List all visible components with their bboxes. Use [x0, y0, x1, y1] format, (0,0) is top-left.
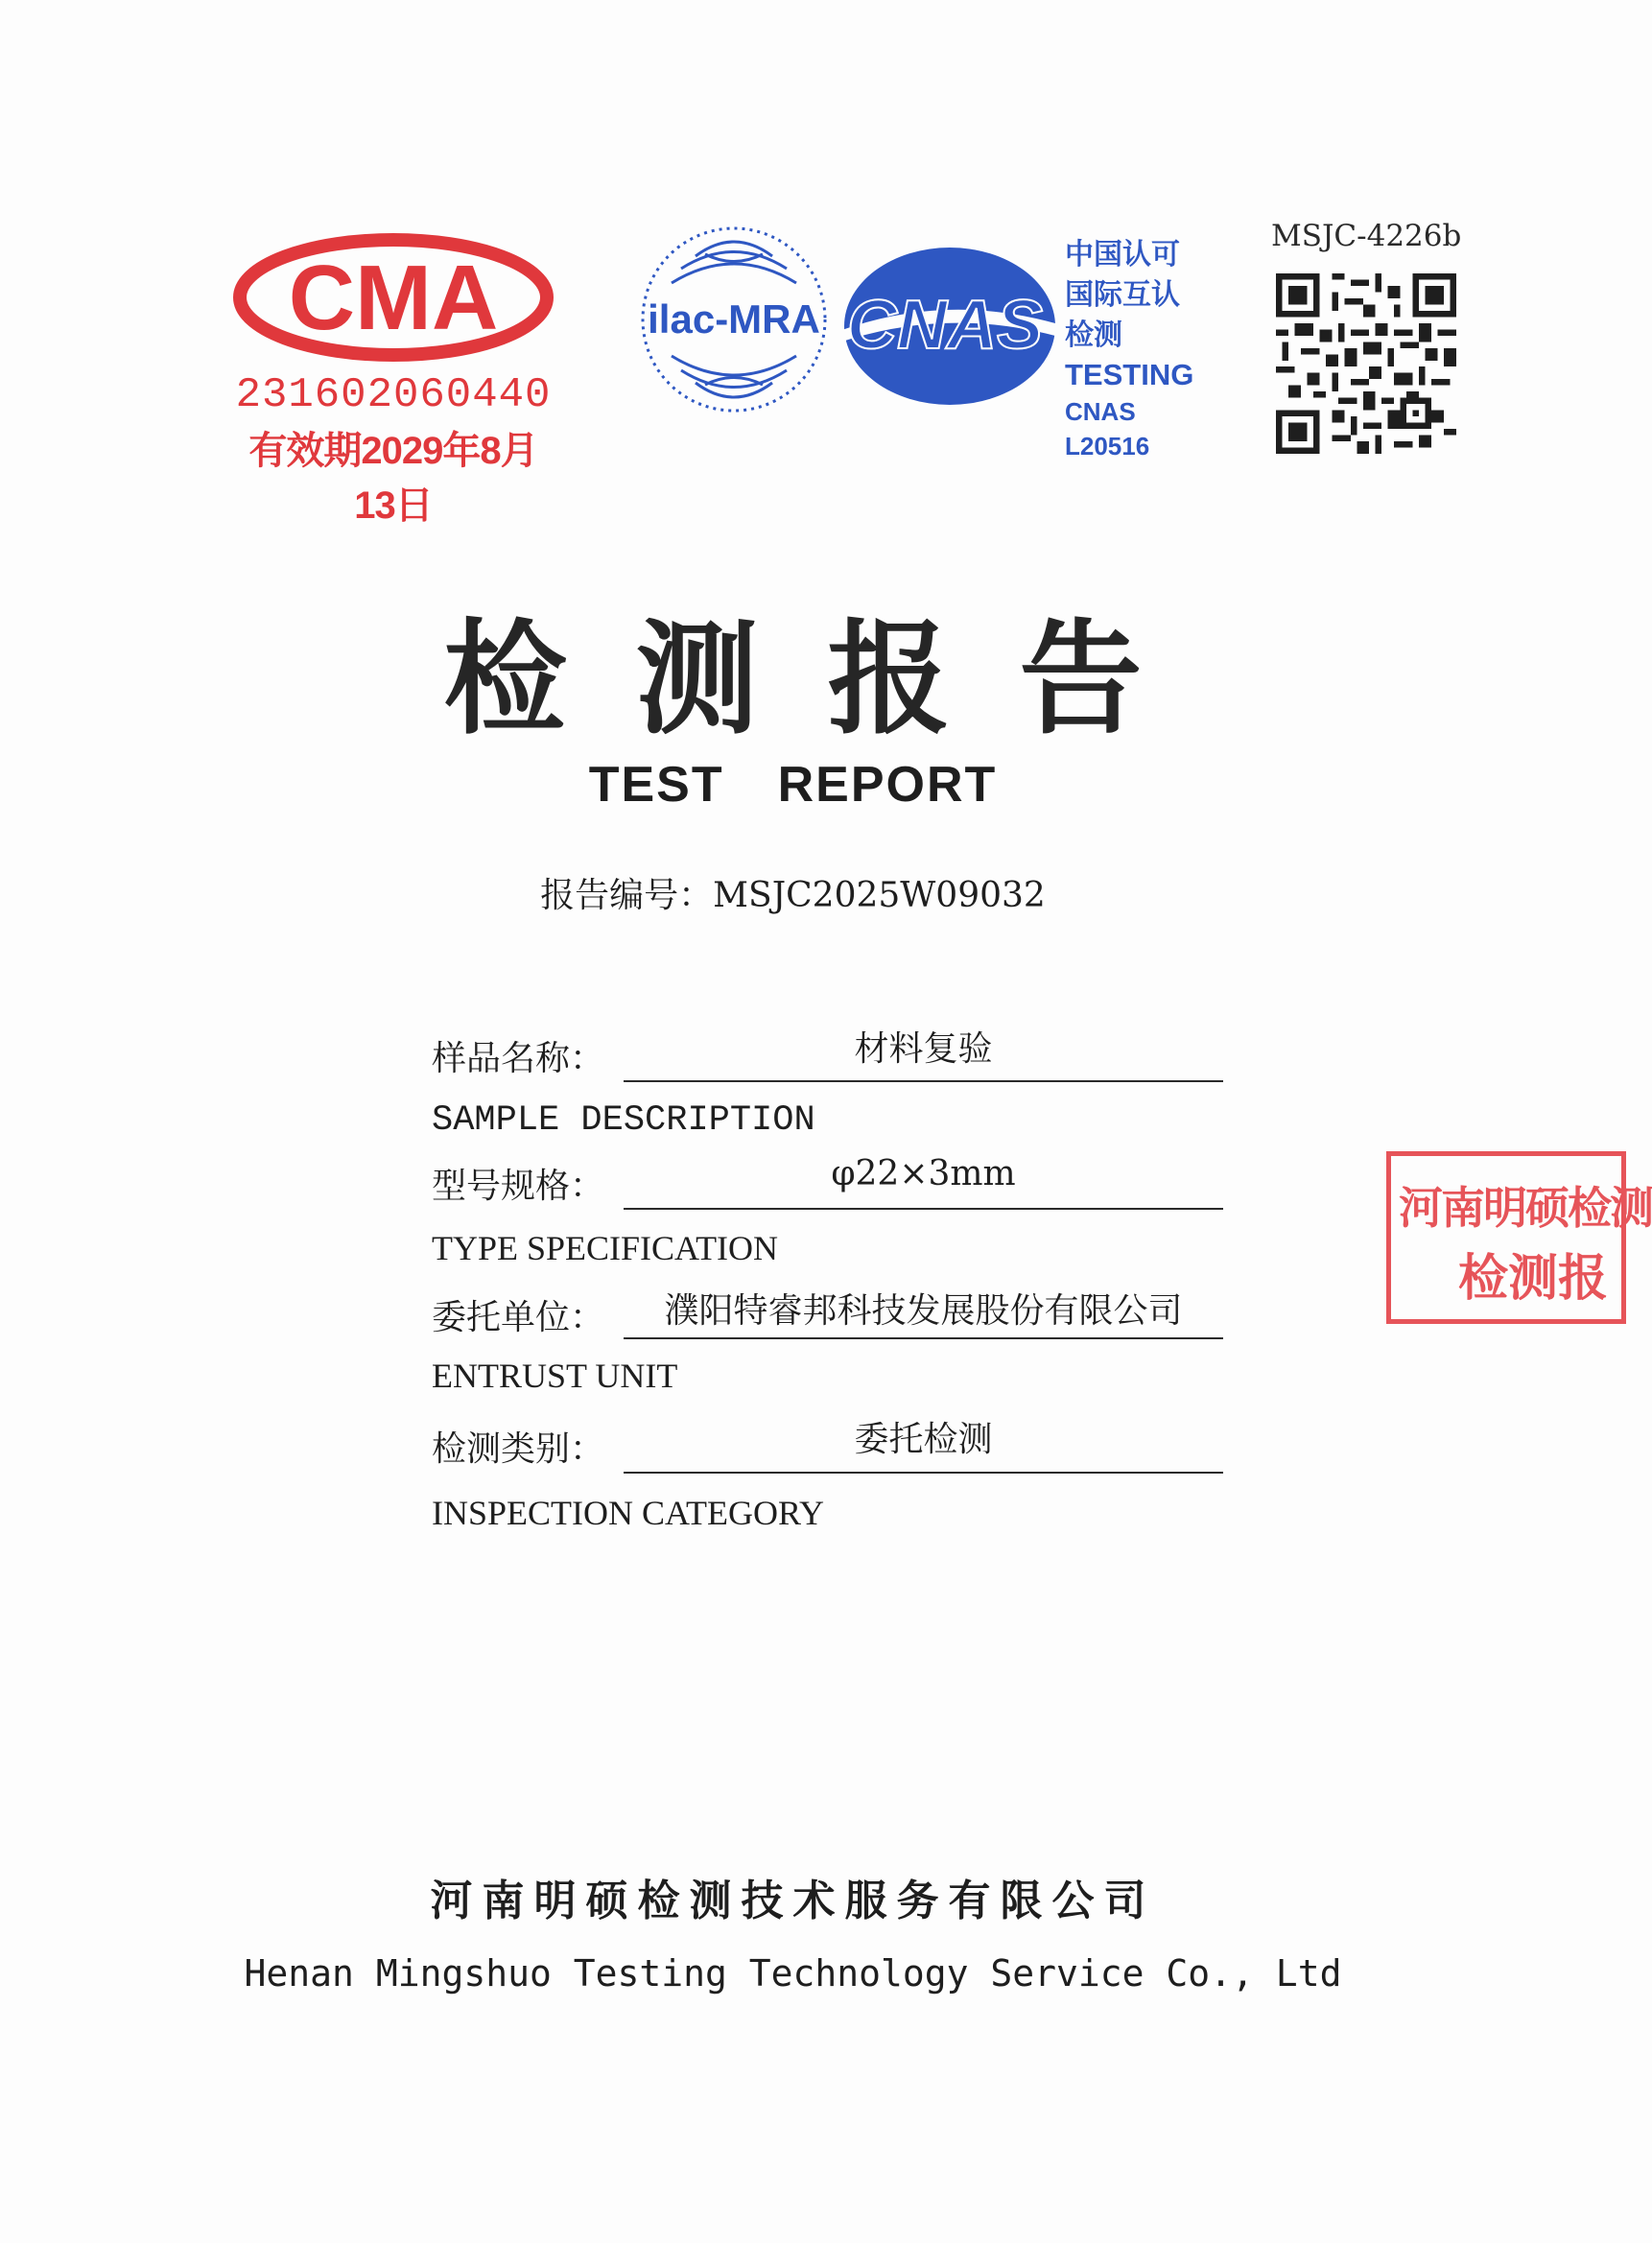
entrust-label-cn: 委托单位：: [432, 1298, 605, 1337]
type-value: φ22×3mm: [831, 1154, 1016, 1193]
category-underline: [624, 1472, 1223, 1474]
type-label-cn: 型号规格：: [432, 1167, 605, 1206]
cnas-line-3: 检测: [1065, 319, 1122, 351]
cnas-accreditation-text: [1065, 235, 1209, 463]
cma-number: 231602060440: [235, 371, 552, 419]
company-name-en: Henan Mingshuo Testing Technology Service Co., Ltd: [244, 1952, 1342, 1995]
entrust-underline: [624, 1337, 1223, 1339]
category-label-en: INSPECTION CATEGORY: [432, 1494, 825, 1532]
cma-validity: 有效期2029年8月13日: [248, 430, 538, 527]
cnas-logo-text: CNAS: [846, 287, 1044, 364]
red-stamp-line-1: 河南明硕检测: [1399, 1182, 1652, 1234]
red-stamp: [1386, 1151, 1652, 1324]
cma-logo-icon: [235, 235, 552, 369]
ilac-globe-icon: [633, 216, 835, 422]
qr-code-label: MSJC-4226b: [1271, 219, 1462, 253]
entrust-label-en: ENTRUST UNIT: [432, 1357, 678, 1395]
type-label-en: TYPE SPECIFICATION: [432, 1229, 779, 1267]
category-label-cn: 检测类别：: [432, 1429, 605, 1469]
report-title-cn: 检测报告: [443, 607, 1212, 751]
sample-underline: [624, 1080, 1223, 1082]
cma-logo-text: CMA: [288, 247, 499, 349]
cnas-logo-icon: [830, 235, 1060, 413]
ilac-mra-logo: [633, 216, 835, 422]
entrust-value: 濮阳特睿邦科技发展股份有限公司: [664, 1291, 1183, 1331]
type-underline: [624, 1208, 1223, 1210]
sample-label-en: SAMPLE DESCRIPTION: [432, 1100, 815, 1141]
qr-code-icon: [1276, 273, 1456, 454]
category-value: 委托检测: [854, 1420, 993, 1459]
sample-label-cn: 样品名称：: [432, 1039, 605, 1078]
ilac-logo-text: ilac-MRA: [648, 296, 820, 342]
report-title-en-word-2: REPORT: [777, 757, 998, 813]
cnas-line-2: 国际互认: [1065, 279, 1180, 311]
report-title-en: [0, 756, 1586, 814]
cma-seal: [235, 235, 552, 527]
company-name-cn: 河南明硕检测技术服务有限公司: [430, 1877, 1156, 1925]
report-number: 报告编号：MSJC2025W09032: [540, 876, 1046, 915]
cnas-license: CNAS L20516: [1065, 397, 1150, 460]
cnas-line-1: 中国认可: [1065, 239, 1180, 271]
red-stamp-line-2: 检测报: [1458, 1250, 1609, 1308]
cnas-logo: [830, 235, 1060, 413]
qr-code: [1276, 273, 1456, 454]
sample-value: 材料复验: [854, 1029, 993, 1069]
cnas-testing: TESTING: [1065, 358, 1194, 391]
report-title-en-word-1: TEST: [588, 757, 724, 813]
